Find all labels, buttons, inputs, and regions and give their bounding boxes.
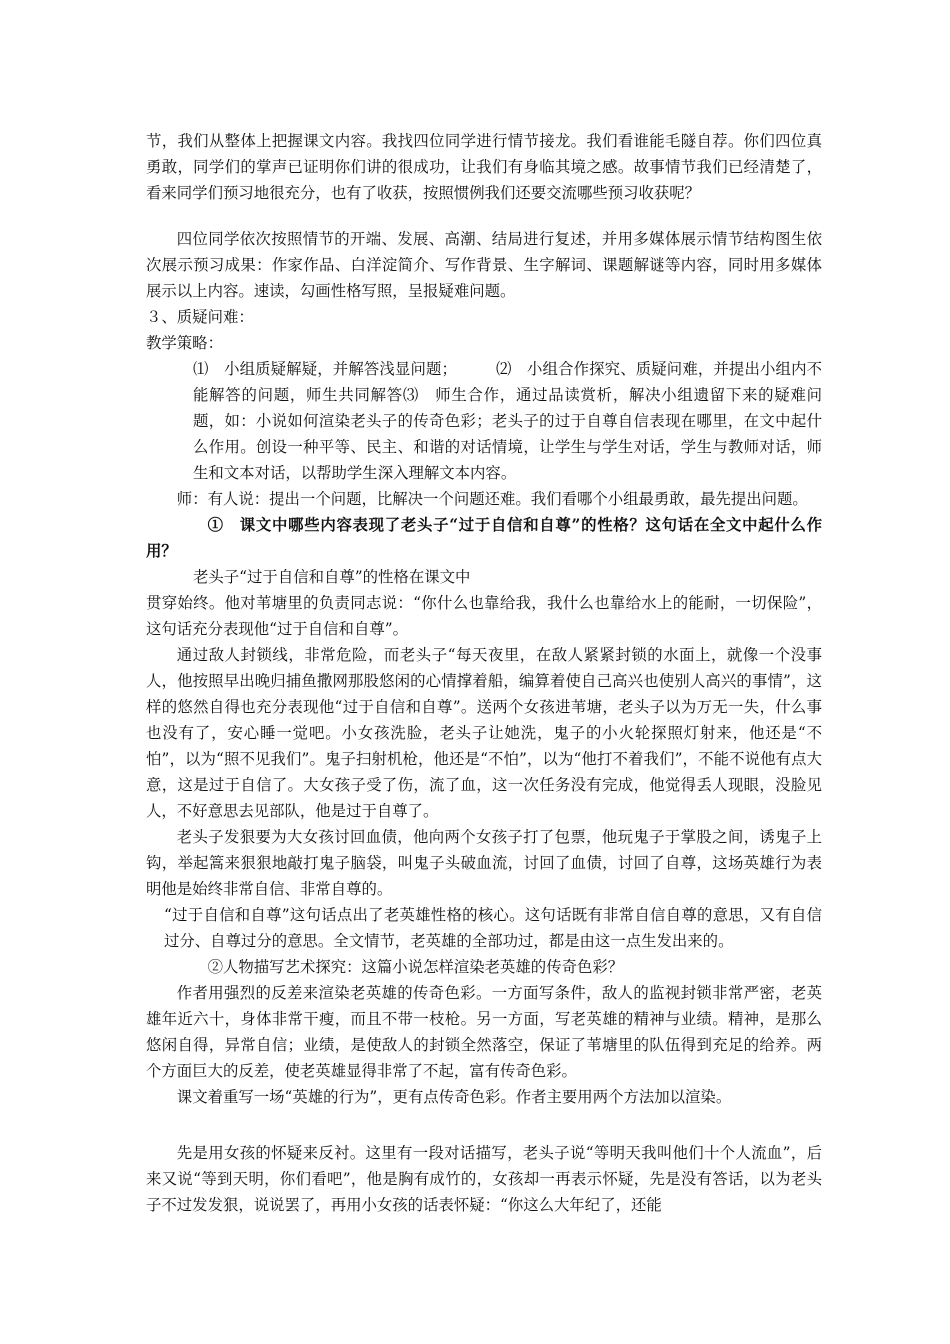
paragraph-revenge: 老头子发狠要为大女孩讨回血债，他向两个女孩子打了包票，他玩鬼子于掌股之间，诱鬼子上钩，举起篙来狠狠地敲打鬼子脑袋，叫鬼子头破血流，讨回了血债，讨回了自尊，这场英雄行为表明他是始终非常自信、非常自尊的。 — [146, 828, 822, 898]
paragraph-core-trait: “过于自信和自尊”这句话点出了老英雄性格的核心。这句话既有非常自信自尊的意思，又有自信过分、自尊过分的意思。全文情节，老英雄的全部功过，都是由这一点生发出来的。 — [164, 906, 822, 950]
answer-one-lead: 老头子“过于自信和自尊”的性格在课文中 — [193, 568, 471, 586]
paragraph-continuation: 节，我们从整体上把握课文内容。我找四位同学进行情节接龙。我们看谁能毛隧自荐。你们四位真勇敢，同学们的掌声已证明你们讲的很成功，让我们有身临其境之感。故事情节我们已经清楚了，看来同学们预习地很充分，也有了收获，按照惯例我们还要交流哪些预习收获呢？ — [146, 132, 822, 202]
section-heading-questioning: ３、质疑问难： — [146, 308, 254, 326]
question-one: ① 课文中哪些内容表现了老头子“过于自信和自尊”的性格？这句话在全文中起什么作用？ — [146, 516, 822, 560]
paragraph-crossing-blockade: 通过敌人封锁线，非常危险，而老头子“每天夜里，在敌人紧紧封锁的水面上，就像一个没事人，他按照早出晚归捕鱼撒网那股悠闲的心情撑着船，编算着使自己高兴也使别人高兴的事情”，这样的悠然自得也充分表现他“过于自信和自尊”。送两个女孩进苇塘，老头子以为万无一失，什么事也没有了，安心睡一觉吧。小女孩洗脸，老头子让她洗，鬼子的小火轮探照灯射来，他还是“不怕”，以为“照不见我们”。鬼子扫射机枪，他还是“不怕”，以为“他打不着我们”，不能不说他有点大意，这是过于自信了。大女孩子受了伤，流了血，这一次任务没有完成，他觉得丢人现眼，没脸见人，不好意思去见部队，他是过于自尊了。 — [146, 646, 822, 820]
teaching-strategy-label: 教学策略： — [146, 334, 223, 352]
paragraph-strategies: ⑴ 小组质疑解疑，并解答浅显问题； ⑵ 小组合作探究、质疑问难，并提出小组内不能解答的问题，师生共同解答⑶ 师生合作，通过品读赏析，解决小组遗留下来的疑难问题，如：小说如何渲染老头子的传奇色彩；老头子的过于自尊自信表现在哪里，在文中起什么作用。创设一种平等、民主、和谐的对话情境，让学生与学生对话，学生与教师对话，师生和文本对话，以帮助学生深入理解文本内容。 — [193, 360, 822, 482]
text-block-bottom — [146, 1140, 822, 1218]
text-block-main — [146, 226, 822, 1110]
paragraph-teacher-remark: 师：有人说：提出一个问题，比解决一个问题还难。我们看哪个小组最勇敢，最先提出问题。 — [176, 490, 808, 508]
paragraph-heroic-act: 课文着重写一场“英雄的行为”，更有点传奇色彩。作者主要用两个方法加以渲染。 — [176, 1088, 732, 1106]
answer-one-body: 贯穿始终。他对苇塘里的负责同志说：“你什么也靠给我，我什么也靠给水上的能耐，一切保险”，这句话充分表现他“过于自信和自尊”。 — [146, 594, 822, 638]
paragraph-retelling: 四位同学依次按照情节的开端、发展、高潮、结局进行复述，并用多媒体展示情节结构图生依次展示预习成果：作家作品、白洋淀简介、写作背景、生字解词、课题解谜等内容，同时用多媒体展示以上内容。速读，勾画性格写照，呈报疑难问题。 — [146, 230, 822, 300]
text-block-top — [146, 128, 822, 206]
question-two: ②人物描写艺术探究：这篇小说怎样渲染老英雄的传奇色彩？ — [207, 958, 624, 976]
paragraph-contrast: 作者用强烈的反差来渲染老英雄的传奇色彩。一方面写条件，敌人的监视封锁非常严密，老英雄年近六十，身体非常干瘦，而且不带一枝枪。另一方面，写老英雄的精神与业绩。精神，是那么悠闲自得，异常自信；业绩，是使敌人的封锁全然落空，保证了苇塘里的队伍得到充足的给养。两个方面巨大的反差，使老英雄显得非常了不起，富有传奇色彩。 — [146, 984, 822, 1080]
paragraph-girls-doubt: 先是用女孩的怀疑来反衬。这里有一段对话描写，老头子说“等明天我叫他们十个人流血”，后来又说“等到天明，你们看吧”，他是胸有成竹的，女孩却一再表示怀疑，先是没有答话，以为老头子不过发发狠，说说罢了，再用小女孩的话表怀疑：“你这么大年纪了，还能 — [146, 1144, 822, 1214]
